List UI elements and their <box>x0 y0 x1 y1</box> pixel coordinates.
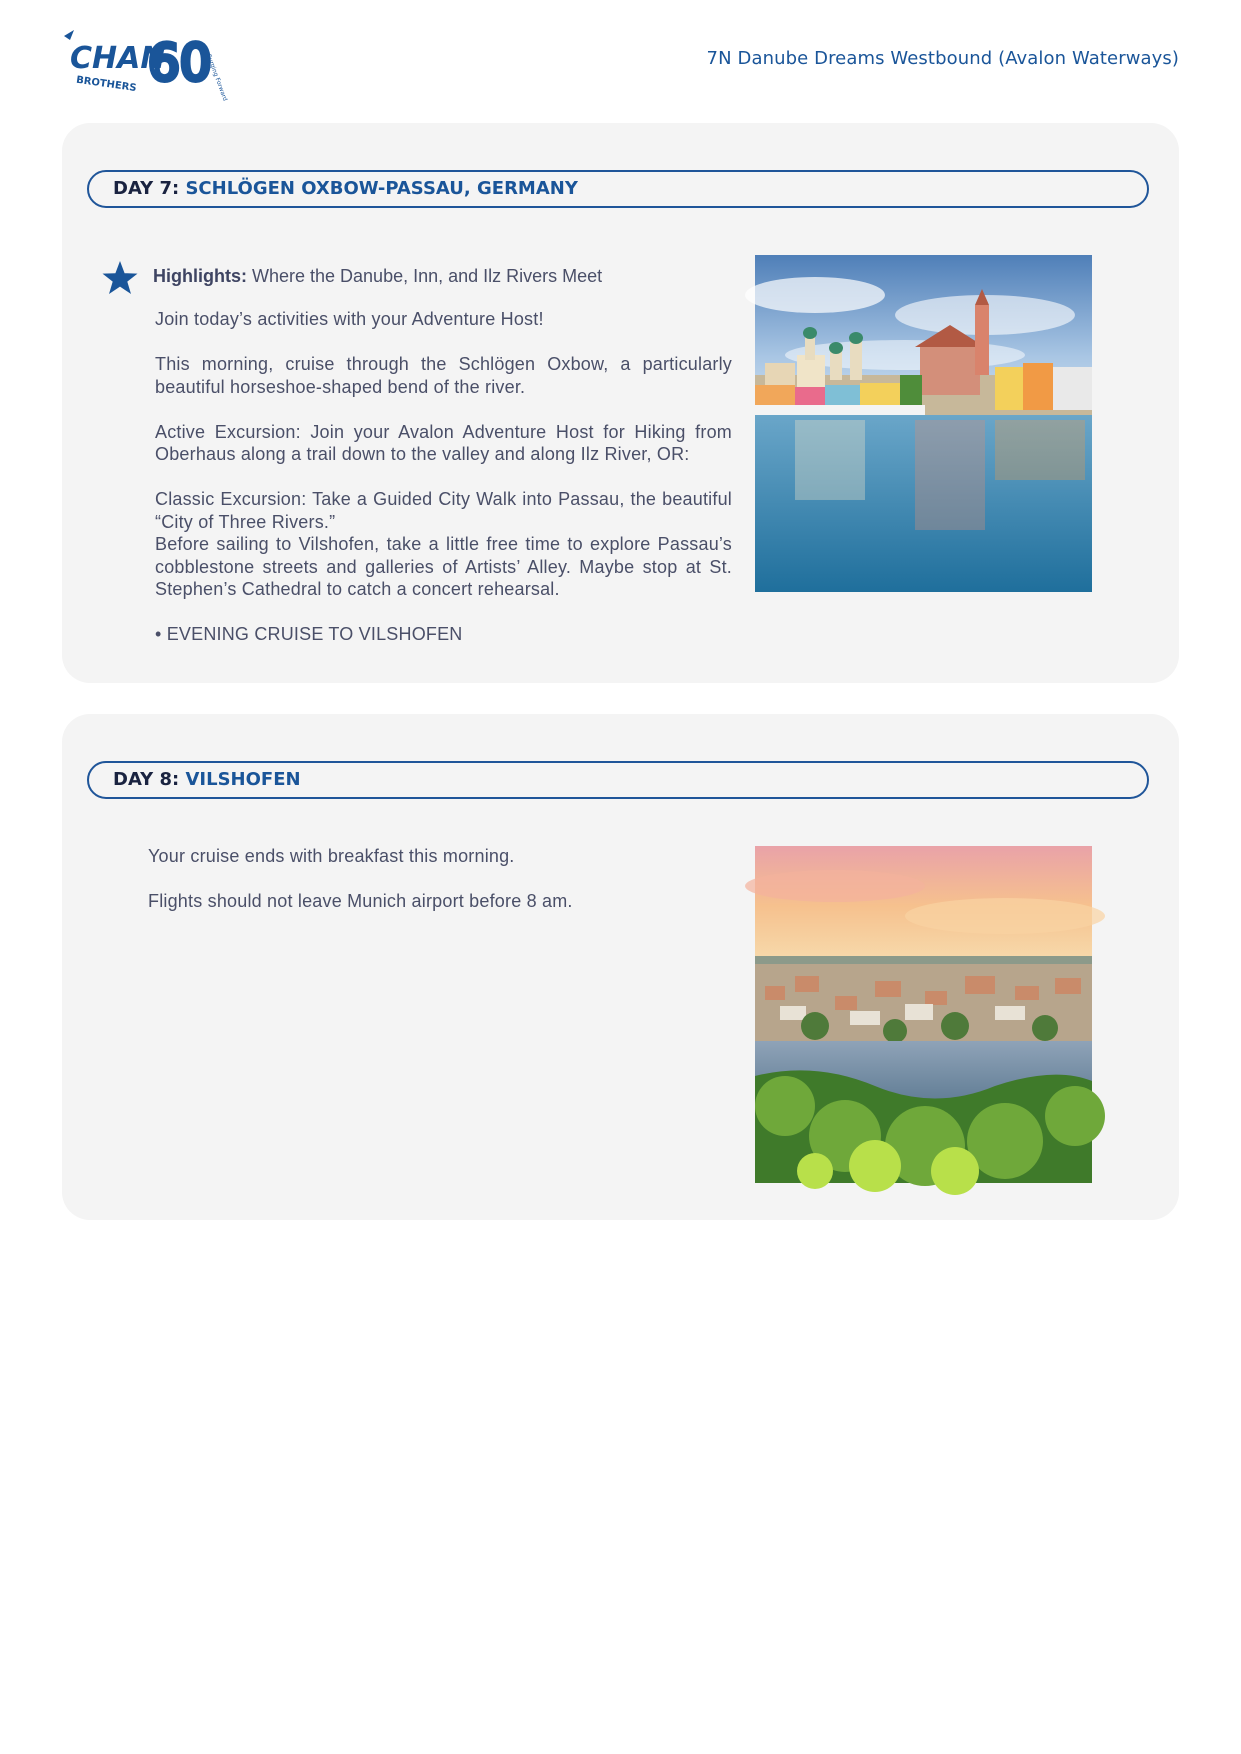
paragraph: Active Excursion: Join your Avalon Adventure Host for Hiking from Oberhaus along a trail down to the valley and along Ilz River, OR: <box>155 421 732 464</box>
highlights <box>153 266 602 287</box>
star-icon <box>102 260 138 296</box>
paragraph: Before sailing to Vilshofen, take a little free time to explore Passau’s cobblestone streets and galleries of Artists’ Alley. Maybe stop at St. Stephen’s Cathedral to catch a concert rehearsal. <box>155 534 732 599</box>
day-8-card <box>62 714 1179 1220</box>
day-8-description <box>148 845 708 935</box>
vilshofen-photo <box>755 846 1092 1183</box>
day-7-place: SCHLÖGEN OXBOW-PASSAU, GERMANY <box>185 178 578 199</box>
chan-brothers-logo <box>60 28 229 103</box>
paragraph: This morning, cruise through the Schlögen Oxbow, a particularly beautiful horseshoe-shaped bend of the river. <box>155 354 732 397</box>
svg-text:BROTHERS: BROTHERS <box>75 74 138 95</box>
passau-illustration <box>755 255 1092 592</box>
day-8-label: DAY 8: <box>113 769 180 790</box>
svg-text:Surging Forward: Surging Forward <box>205 53 229 103</box>
highlights-text: Where the Danube, Inn, and Ilz Rivers Meet <box>252 266 603 286</box>
day-7-header <box>87 170 1149 208</box>
paragraph: • EVENING CRUISE TO VILSHOFEN <box>155 624 463 644</box>
day-7-description <box>155 308 732 668</box>
document-title: 7N Danube Dreams Westbound (Avalon Waterways) <box>706 48 1179 69</box>
day-8-place: VILSHOFEN <box>185 769 301 790</box>
paragraph: Classic Excursion: Take a Guided City Walk into Passau, the beautiful “City of Three Rivers.” <box>155 489 732 532</box>
svg-text:CHAN: CHAN <box>70 41 166 76</box>
svg-text:60: 60 <box>148 34 212 92</box>
paragraph: Your cruise ends with breakfast this morning. <box>148 846 515 866</box>
vilshofen-illustration <box>755 846 1092 1183</box>
passau-photo <box>755 255 1092 592</box>
paragraph: Flights should not leave Munich airport before 8 am. <box>148 891 573 911</box>
day-7-label: DAY 7: <box>113 178 180 199</box>
day-8-header <box>87 761 1149 799</box>
day-7-card <box>62 123 1179 683</box>
paragraph: Join today’s activities with your Adventure Host! <box>155 309 544 329</box>
highlights-label: Highlights: <box>153 266 247 286</box>
